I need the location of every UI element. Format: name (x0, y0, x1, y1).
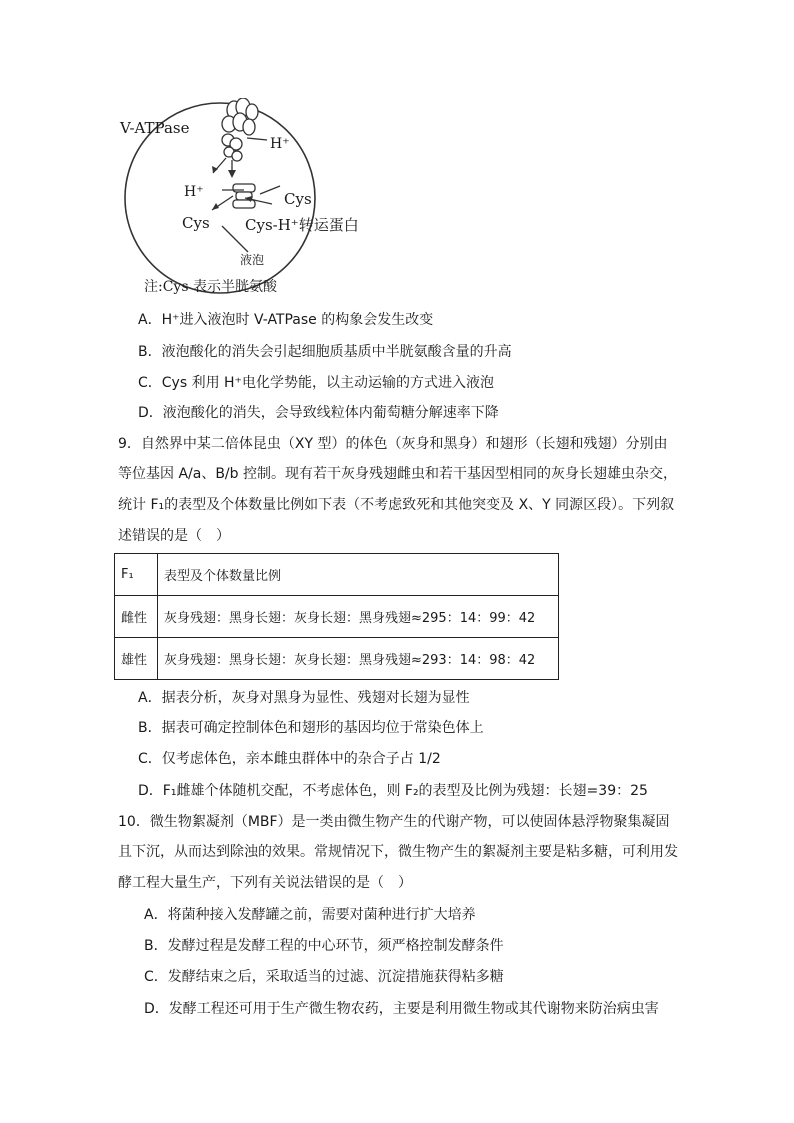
label-h-inside: H⁺ (184, 184, 204, 200)
label-vatpase: V-ATPase (120, 119, 190, 137)
table-cell-ratio: 灰身残翅：黑身长翅：灰身长翅：黑身残翅≈293：14：98：42 (158, 638, 559, 680)
q10-stem-line-1: 10．微生物絮凝剂（MBF）是一类由微生物产生的代谢产物，可以使固体悬浮物聚集凝固 (118, 814, 670, 830)
figure-note: 注:Cys 表示半胱氨酸 (144, 279, 277, 295)
table-header-f1: F₁ (115, 554, 158, 596)
q9-option-b: B．据表可确定控制体色和翅形的基因均位于常染色体上 (138, 720, 484, 736)
label-vacuole: 液泡 (240, 253, 265, 267)
label-transporter: Cys-H⁺转运蛋白 (245, 216, 359, 234)
label-cys-inside: Cys (182, 214, 210, 232)
q10-option-b: B．发酵过程是发酵工程的中心环节，须严格控制发酵条件 (144, 938, 504, 954)
q8-option-d: D．液泡酸化的消失，会导致线粒体内葡萄糖分解速率下降 (138, 405, 499, 421)
q8-option-a: A．H⁺进入液泡时 V-ATPase 的构象会发生改变 (138, 312, 434, 328)
q9-stem-line-2: 等位基因 A/a、B/b 控制。现有若干灰身残翅雌虫和若干基因型相同的灰身长翅雄虫杂交， (118, 466, 677, 482)
q10-option-c: C．发酵结束之后，采取适当的过滤、沉淀措施获得粘多糖 (144, 969, 504, 985)
table-cell-ratio: 灰身残翅：黑身长翅：灰身长翅：黑身残翅≈295：14：99：42 (158, 596, 559, 638)
table-cell-sex: 雌性 (115, 596, 158, 638)
table-header-row (115, 554, 559, 596)
q9-stem-line-1: 9．自然界中某二倍体昆虫（XY 型）的体色（灰身和黑身）和翅形（长翅和残翅）分别由 (118, 436, 668, 452)
cys-h-transporter (233, 184, 255, 208)
v-atpase-complex (222, 98, 258, 161)
q8-option-b: B．液泡酸化的消失会引起细胞质基质中半胱氨酸含量的升高 (138, 344, 512, 360)
q10-option-a: A．将菌种接入发酵罐之前，需要对菌种进行扩大培养 (144, 907, 476, 923)
label-h-outside: H⁺ (270, 136, 290, 152)
q10-stem-line-3: 酵工程大量生产，下列有关说法错误的是（ ） (118, 875, 412, 891)
q9-option-d: D．F₁雌雄个体随机交配，不考虑体色，则 F₂的表型及比例为残翅：长翅=39：25 (138, 783, 648, 799)
q8-option-c: C．Cys 利用 H⁺电化学势能，以主动运输的方式进入液泡 (138, 375, 494, 391)
table-row (115, 638, 559, 680)
q9-option-a: A．据表分析，灰身对黑身为显性、残翅对长翅为显性 (138, 690, 470, 706)
table-cell-sex: 雄性 (115, 638, 158, 680)
vacuole-diagram-svg (112, 98, 412, 298)
q9-stem-line-4: 述错误的是（ ） (118, 528, 230, 544)
q9-stem-line-3: 统计 F₁的表型及个体数量比例如下表（不考虑致死和其他突变及 X、Y 同源区段）。下列叙 (118, 497, 675, 513)
label-cys-outside: Cys (284, 190, 312, 208)
q9-data-table (114, 553, 559, 680)
vacuole-diagram (112, 98, 412, 298)
table-header-phenotype: 表型及个体数量比例 (158, 554, 559, 596)
q10-stem-line-2: 且下沉，从而达到除浊的效果。常规情况下，微生物产生的絮凝剂主要是粘多糖，可利用发 (118, 844, 678, 860)
q10-option-d: D．发酵工程还可用于生产微生物农药，主要是利用微生物或其代谢物来防治病虫害 (144, 1001, 659, 1017)
q9-option-c: C．仅考虑体色，亲本雌虫群体中的杂合子占 1/2 (138, 751, 441, 767)
table-row (115, 596, 559, 638)
